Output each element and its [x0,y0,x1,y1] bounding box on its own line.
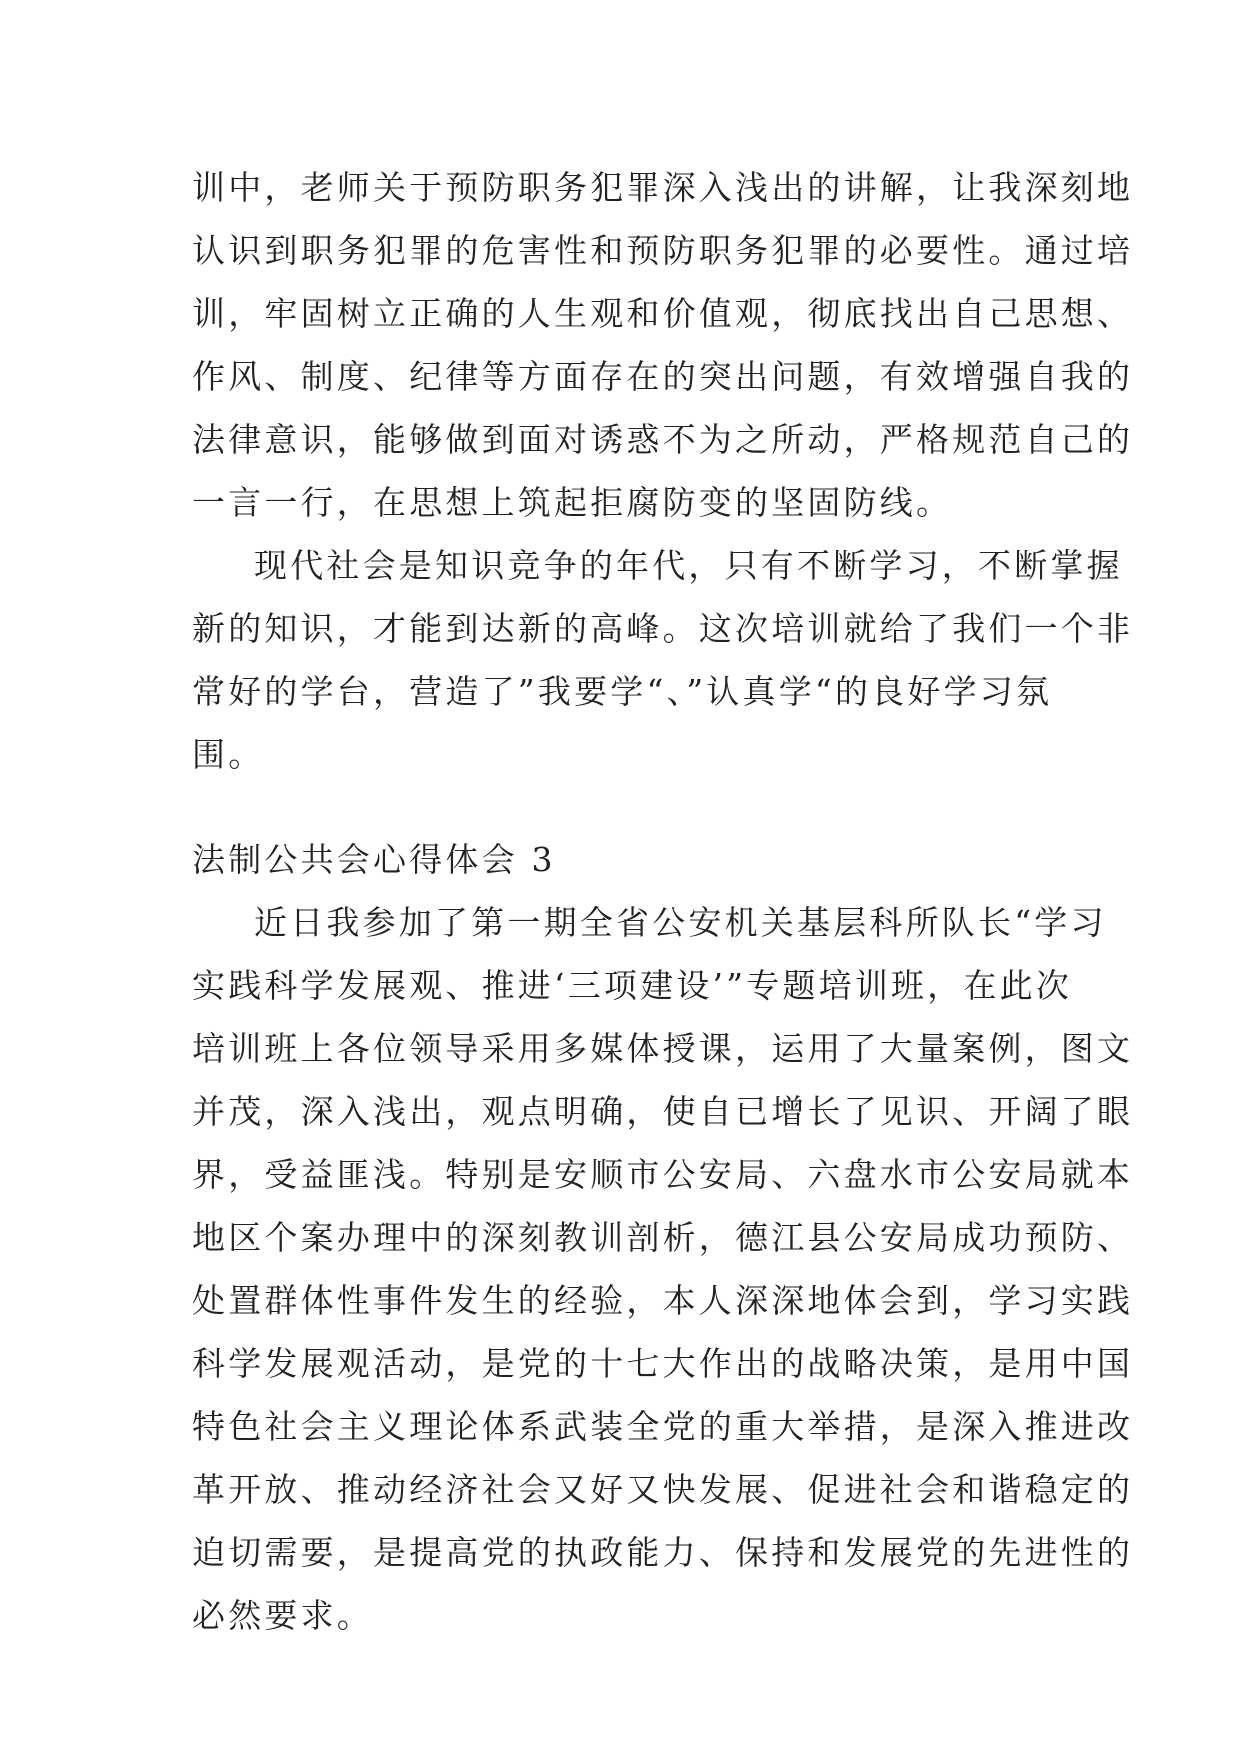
paragraph-line: 特色社会主义理论体系武装全党的重大举措，是深入推进改 [192,1407,1134,1446]
paragraph-line: 一言一行，在思想上筑起拒腐防变的坚固防线。 [192,483,953,522]
paragraph-line: 革开放、推动经济社会又好又快发展、促进社会和谐稳定的 [192,1470,1134,1509]
paragraph-line: 围。 [192,735,265,774]
paragraph-line: 现代社会是知识竞争的年代，只有不断学习，不断掌握 [254,546,1123,585]
paragraph-line: 认识到职务犯罪的危害性和预防职务犯罪的必要性。通过培 [192,231,1134,270]
paragraph-line: 作风、制度、纪律等方面存在的突出问题，有效增强自我的 [192,357,1134,396]
paragraph-line: 科学发展观活动，是党的十七大作出的战略决策，是用中国 [192,1344,1134,1383]
paragraph-line: 法律意识，能够做到面对诱惑不为之所动，严格规范自己的 [192,420,1134,459]
paragraph-line: 并茂，深入浅出，观点明确，使自已增长了见识、开阔了眼 [192,1092,1134,1131]
paragraph-line: 新的知识，才能到达新的高峰。这次培训就给了我们一个非 [192,609,1134,648]
paragraph-line: 常好的学台，营造了”我要学“、”认真学“的良好学习氛 [192,672,1053,711]
paragraph-line: 地区个案办理中的深刻教训剖析，德江县公安局成功预防、 [192,1218,1134,1257]
paragraph-line: 迫切需要，是提高党的执政能力、保持和发展党的先进性的 [192,1533,1134,1572]
paragraph-line: 训，牢固树立正确的人生观和价值观，彻底找出自己思想、 [192,294,1134,333]
paragraph-line: 必然要求。 [192,1596,373,1635]
paragraph-line: 培训班上各位领导采用多媒体授课，运用了大量案例，图文 [192,1029,1134,1068]
paragraph-line: 界，受益匪浅。特别是安顺市公安局、六盘水市公安局就本 [192,1155,1134,1194]
paragraph-line: 处置群体性事件发生的经验，本人深深地体会到，学习实践 [192,1281,1134,1320]
paragraph-line: 近日我参加了第一期全省公安机关基层科所队长“学习 [254,903,1107,942]
paragraph-line: 训中，老师关于预防职务犯罪深入浅出的讲解，让我深刻地 [192,168,1134,207]
section-title: 法制公共会心得体会 3 [192,840,556,879]
paragraph-line: 实践科学发展观、推进‘三项建设’”专题培训班，在此次 [192,966,1073,1005]
